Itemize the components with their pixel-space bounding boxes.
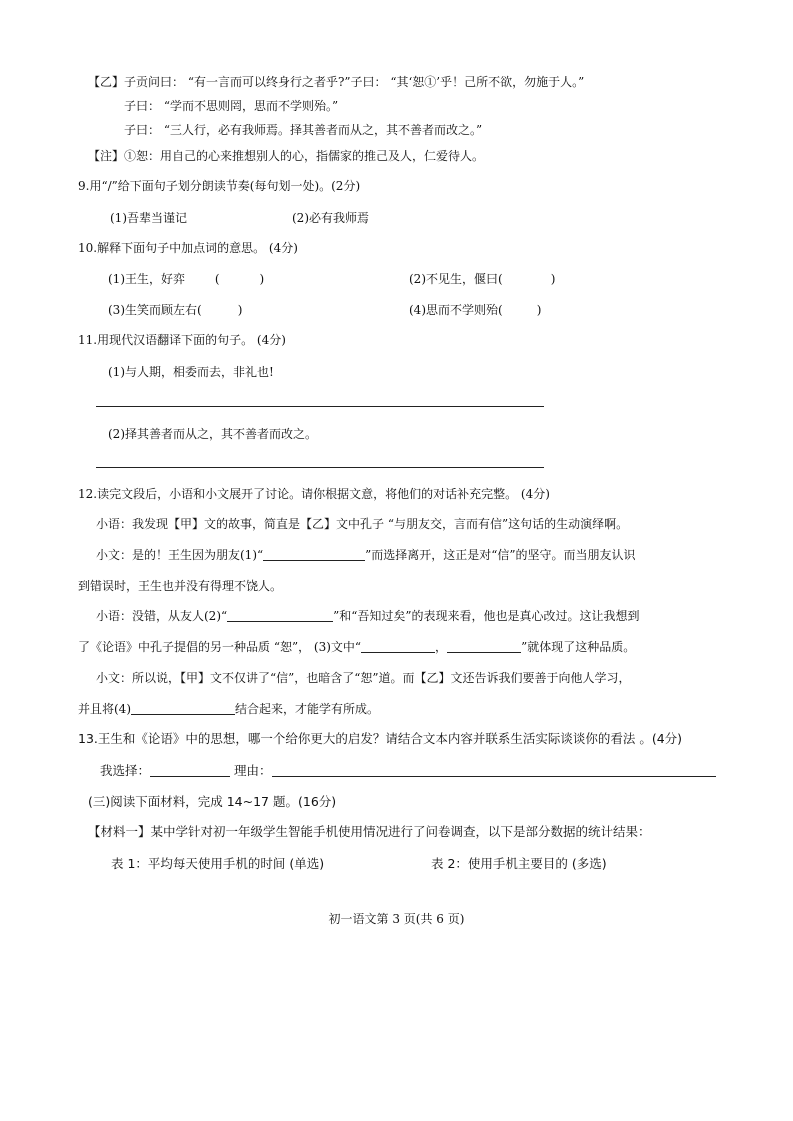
q12-dialogue-4: 小语：没错，从友人(2)“ ”和“吾知过矣”的表现来看，他也是真心改过。这让我想到	[96, 609, 640, 623]
q9-sentence-1: (1)吾辈当谨记	[110, 211, 187, 225]
q13-choose-label: 我选择：	[100, 763, 151, 778]
q13-stem: 13.王生和《论语》中的思想，哪一个给你更大的启发？请结合文本内容并联系生活实际谈谈你的看法 。(4分)	[78, 731, 683, 746]
q9-sentence-2: (2)必有我师焉	[292, 211, 369, 225]
q9-stem: 9.用“/”给下面句子划分朗读节奏(每句划一处)。(2分)	[78, 179, 361, 193]
q13-reason-label: 理由：	[234, 763, 272, 778]
q11-answer-line-2[interactable]	[96, 467, 544, 468]
q10-answer-1[interactable]: ( )	[214, 272, 265, 286]
q13-answer-row	[100, 763, 716, 779]
q10-stem: 10.解释下面句子中加点词的意思。 (4分)	[78, 241, 298, 255]
q12-blank-3a[interactable]	[361, 640, 435, 653]
q12-dialogue-7: 并且将(4) 结合起来，才能学有所成。	[78, 702, 380, 716]
q12-blank-1[interactable]	[263, 548, 365, 561]
q12-dialogue-2: 小文：是的！王生因为朋友(1)“ ”而选择离开，这正是对“信”的坚守。而当朋友认识	[96, 548, 636, 562]
section3-heading: (三)阅读下面材料，完成 14~17 题。(16分)	[88, 794, 337, 809]
q10-item-4-text: (4)思而不学则殆(	[409, 303, 503, 317]
q12-dialogue-5: 了《论语》中孔子提倡的另一种品质 “恕”， (3)文中“ ， ”就体现了这种品质。	[78, 640, 636, 654]
q12-dialogue-6: 小文：所以说，【甲】文不仅讲了“信”，也暗含了“恕”道。而【乙】文还告诉我们要善于向他人学习，	[96, 671, 631, 685]
q10-item-3: (3)生笑而顾左右( )	[108, 303, 243, 317]
passage-yi-line-1: 【乙】子贡问曰： “有一言而可以终身行之者乎?”子曰： “其‘恕①’乎！己所不欲，勿施于人。”	[88, 75, 585, 89]
q10-item-1-text: (1)王生，好弈	[108, 272, 185, 286]
q13-choice-blank[interactable]	[150, 764, 230, 777]
q10-item-2-text: (2)不见生，偃曰(	[409, 272, 503, 286]
q11-stem: 11.用现代汉语翻译下面的句子。 (4分)	[78, 333, 286, 347]
material-1-intro: 【材料一】某中学针对初一年级学生智能手机使用情况进行了问卷调查，以下是部分数据的统计结果：	[88, 824, 651, 839]
q11-sentence-2: (2)择其善者而从之，其不善者而改之。	[108, 427, 317, 441]
passage-yi-line-2: 子曰： “学而不思则罔，思而不学则殆。”	[124, 99, 339, 113]
q12-dialogue-3: 到错误时，王生也并没有得理不饶人。	[78, 579, 283, 593]
q11-answer-line-1[interactable]	[96, 406, 544, 407]
q12-stem: 12.读完文段后，小语和小文展开了讨论。请你根据文意，将他们的对话补充完整。 (4分)	[78, 487, 550, 501]
q11-sentence-1: (1)与人期，相委而去，非礼也!	[108, 365, 274, 379]
q10-item-2: (2)不见生，偃曰( )	[409, 272, 556, 286]
q10-item-4: (4)思而不学则殆( )	[409, 303, 542, 317]
q10-item-1	[108, 271, 264, 287]
q10-item-3-text: (3)生笑而顾左右(	[108, 303, 202, 317]
page-footer: 初一语文第 3 页(共 6 页)	[328, 912, 465, 926]
passage-note: 【注】①恕：用自己的心来推想别人的心，指儒家的推己及人，仁爱待人。	[88, 149, 485, 163]
q12-blank-4[interactable]	[131, 702, 235, 715]
q12-blank-2[interactable]	[227, 609, 333, 622]
table-1-title: 表 1：平均每天使用手机的时间 (单选)	[111, 856, 325, 871]
q12-blank-3b[interactable]	[447, 640, 521, 653]
passage-yi-line-3: 子曰： “三人行，必有我师焉。择其善者而从之，其不善者而改之。”	[124, 123, 483, 137]
q12-dialogue-1: 小语：我发现【甲】文的故事，简直是【乙】文中孔子 “与朋友交，言而有信”这句话的生动演绎啊。	[96, 517, 629, 531]
q13-reason-blank[interactable]	[272, 764, 716, 777]
table-2-title: 表 2：使用手机主要目的 (多选)	[431, 856, 607, 871]
